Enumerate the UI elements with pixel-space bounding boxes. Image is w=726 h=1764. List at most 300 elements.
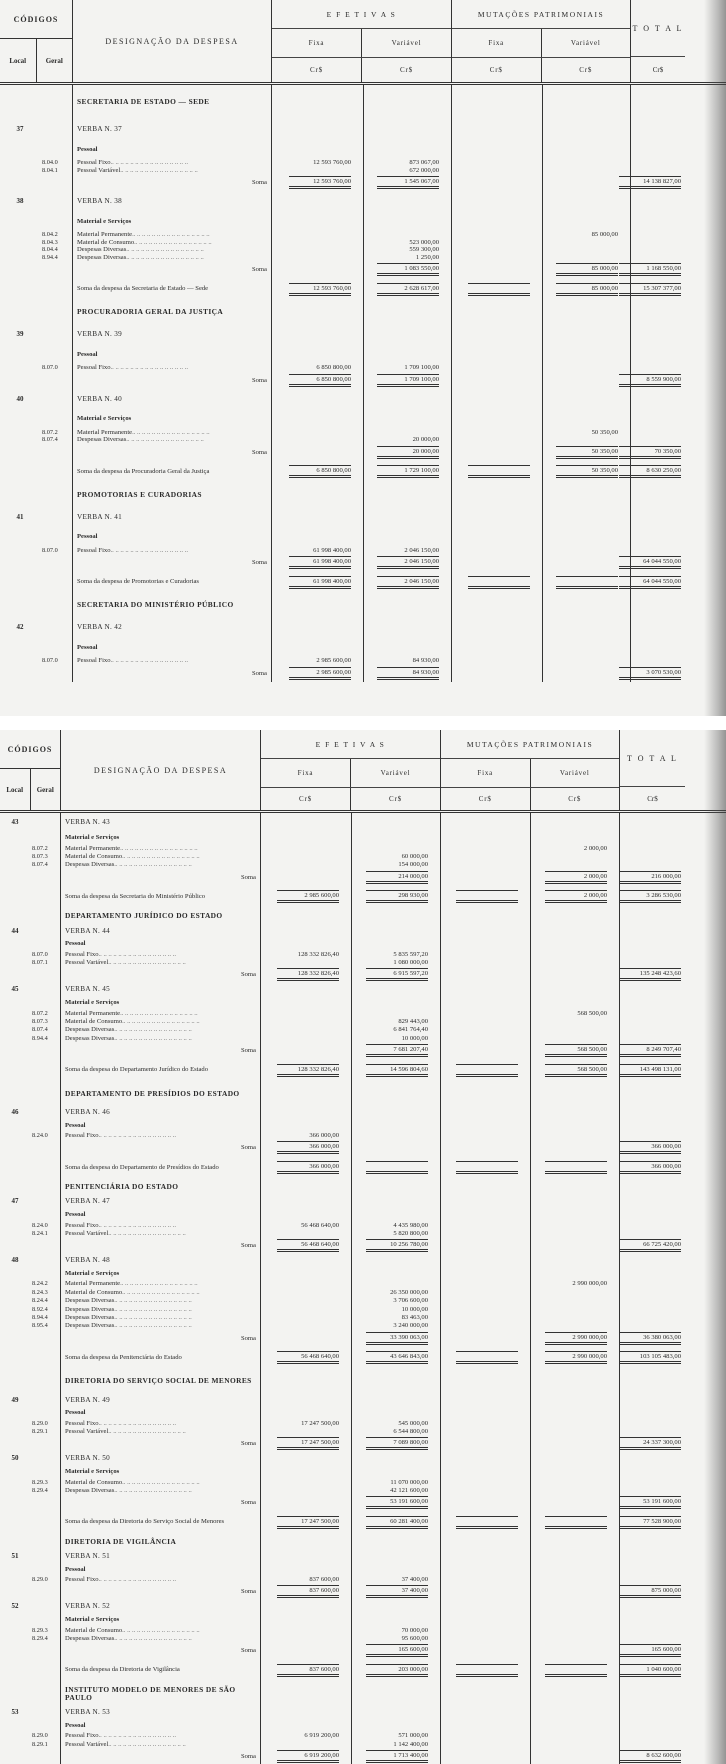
line-item-row: [0, 1026, 726, 1034]
efetivas-fixa-cell: [260, 869, 351, 885]
local-code: [0, 1305, 30, 1313]
total-cell: [619, 1563, 685, 1576]
local-label: Local: [6, 785, 24, 794]
local-code: [0, 1221, 30, 1229]
total-cell: [619, 1026, 685, 1034]
mutacoes-variavel-cell: [542, 344, 630, 364]
mutacoes-variavel-cell: [530, 1059, 619, 1082]
mutacoes-variavel-cell: [530, 1156, 619, 1179]
total-cell: [630, 547, 685, 555]
amount: 2 628 617,00: [377, 283, 439, 296]
mutacoes-variavel-cell: [530, 937, 619, 950]
table-header: [0, 0, 726, 85]
total-cell: [619, 1452, 685, 1465]
efetivas-variavel-cell: [351, 1043, 440, 1059]
geral-code: 8.07.3: [32, 853, 48, 861]
total-cell: [619, 959, 685, 967]
efetivas-variavel-amount: 5 820 800,00: [351, 1229, 440, 1237]
efetivas-variavel-amount: 60 000,00: [351, 852, 440, 860]
subtotal-row: [0, 1330, 726, 1346]
section-total-row: [0, 1156, 726, 1179]
mutacoes-variavel-cell: [530, 1229, 619, 1237]
designacao: Material Permanente .. ..: [72, 429, 271, 437]
amount: 216 000,00: [619, 871, 681, 884]
mutacoes-fixa-cell: [440, 1369, 530, 1393]
total-cell: [619, 1119, 685, 1132]
mutacoes-label: MUTAÇÕES PATRIMONIAIS: [441, 730, 619, 759]
amount: 298 930,00: [366, 890, 428, 903]
local-code: [0, 461, 40, 483]
designacao: Despesas Diversas .. ..: [60, 1322, 260, 1330]
designacao: Pessoal Fixo .. ..: [60, 1576, 260, 1584]
total-cell: [619, 1238, 685, 1254]
mutacoes-variavel-cell: [542, 527, 630, 547]
mutacoes-variavel-cell: [530, 1017, 619, 1025]
designacao: PROCURADORIA GERAL DA JUSTIÇA: [72, 300, 271, 324]
mutacoes-variavel-cell: [530, 1288, 619, 1296]
designacao: DEPARTAMENTO JURÍDICO DO ESTADO: [60, 908, 260, 924]
amount: 64 044 550,00: [619, 556, 681, 569]
total-cell: [619, 1034, 685, 1042]
section-total-row: [0, 1659, 726, 1682]
efetivas-variavel-cell: [351, 885, 440, 908]
mutacoes-fixa-cell: [440, 1465, 530, 1478]
currency-label: Cr$: [541, 58, 631, 82]
local-code: [0, 364, 40, 372]
total-cell: [630, 139, 685, 159]
mutacoes-fixa-cell: [440, 1026, 530, 1034]
amount: 77 528 900,00: [619, 1516, 681, 1529]
total-cell: [619, 885, 685, 908]
mutacoes-variavel-cell: [542, 191, 630, 211]
amount: 6 850 800,00: [289, 465, 351, 478]
mutacoes-fixa-cell: [451, 278, 542, 300]
geral-code: [30, 1495, 60, 1511]
local-code: [0, 1369, 30, 1393]
efetivas-variavel-cell: [363, 174, 451, 191]
local-label: Local: [9, 56, 27, 65]
mutacoes-variavel-cell: [542, 159, 630, 167]
total-cell: [619, 1140, 685, 1156]
designacao: Soma: [60, 1330, 260, 1346]
mutacoes-fixa-cell: [440, 924, 530, 937]
local-code: [0, 1613, 30, 1626]
efetivas-variavel-amount: 672 000,00: [363, 167, 451, 175]
designacao: Soma: [60, 1749, 260, 1764]
efetivas-variavel-cell: [351, 1584, 440, 1600]
mutacoes-variavel-cell: [530, 1313, 619, 1321]
section-total-row: [0, 1511, 726, 1534]
mutacoes-variavel-cell: [530, 1043, 619, 1059]
amount: 61 998 400,00: [289, 576, 351, 589]
mutacoes-variavel-cell: [542, 261, 630, 278]
currency-label: Cr$: [489, 66, 503, 74]
efetivas-variavel-amount: 829 443,00: [351, 1017, 440, 1025]
mutacoes-fixa-cell: [451, 139, 542, 159]
local-code: [0, 1229, 30, 1237]
subtotal-row: [0, 869, 726, 885]
mutacoes-fixa-cell: [440, 1330, 530, 1346]
total-cell: [630, 191, 685, 211]
mutacoes-variavel-cell: [542, 547, 630, 555]
local-code: 43: [11, 818, 19, 826]
total-cell: [619, 1584, 685, 1600]
line-item-row: [0, 1229, 726, 1237]
local-code: [0, 1059, 30, 1082]
mutacoes-fixa-cell: [440, 1626, 530, 1634]
verba-row: [0, 1106, 726, 1119]
mutacoes-fixa-cell: [440, 1406, 530, 1419]
efetivas-fixa-cell: [260, 861, 351, 869]
line-item-row: [0, 1132, 726, 1140]
variavel-label: Variável: [530, 759, 620, 787]
designacao: Pessoal Fixo .. ..: [72, 547, 271, 555]
geral-code: [40, 637, 72, 657]
efetivas-fixa-cell: [260, 844, 351, 852]
amount: 56 468 640,00: [277, 1239, 339, 1252]
section-heading-row: [0, 85, 726, 119]
designacao: Soma da despesa da Diretoria do Serviço Social de Menores: [60, 1511, 260, 1534]
currency-label: Cr$: [652, 65, 664, 74]
efetivas-fixa-cell: [260, 996, 351, 1009]
mutacoes-variavel-cell: [530, 813, 619, 831]
subheading-row: [0, 1208, 726, 1221]
amount: 53 191 600,00: [366, 1496, 428, 1509]
geral-code: [30, 1563, 60, 1576]
section-heading-row: [0, 1179, 726, 1195]
efetivas-variavel-cell: [351, 967, 440, 983]
line-item-row: [0, 159, 726, 167]
amount: 2 046 150,00: [377, 576, 439, 589]
total-cell: [619, 1322, 685, 1330]
geral-code: [30, 996, 60, 1009]
local-code: [0, 885, 30, 908]
subtotal-row: [0, 1238, 726, 1254]
table-header: [0, 730, 726, 813]
designacao: Pessoal Fixo .. ..: [60, 1732, 260, 1740]
mutacoes-variavel-cell: [530, 908, 619, 924]
designacao: Material e Serviços: [60, 1267, 260, 1280]
total-cell: [619, 1406, 685, 1419]
geral-code: 8.07.4: [42, 436, 58, 444]
mutacoes-variavel-cell: [530, 967, 619, 983]
efetivas-fixa-cell: [260, 1059, 351, 1082]
mutacoes-fixa-cell: [440, 967, 530, 983]
line-item-row: [0, 1419, 726, 1427]
local-code: [0, 554, 40, 571]
efetivas-fixa-cell: [260, 1486, 351, 1494]
mutacoes-variavel-cell: [530, 1659, 619, 1682]
section-total-row: [0, 1346, 726, 1369]
amount: 165 600,00: [366, 1644, 428, 1657]
mutacoes-fixa-cell: [440, 869, 530, 885]
total-cell: [630, 444, 685, 461]
total-cell: [619, 1613, 685, 1626]
designacao: VERBA N. 53: [60, 1706, 260, 1719]
efetivas-fixa-cell: [260, 1534, 351, 1550]
amount: [545, 1664, 607, 1677]
efetivas-fixa-cell: [271, 139, 363, 159]
total-cell: [619, 831, 685, 844]
designacao: Material e Serviços: [60, 996, 260, 1009]
mutacoes-variavel-cell: [530, 1221, 619, 1229]
local-code: [0, 831, 30, 844]
efetivas-variavel-amount: 20 000,00: [363, 436, 451, 444]
section-heading-row: [0, 908, 726, 924]
efetivas-fixa-cell: [260, 1179, 351, 1195]
subheading-row: [0, 1465, 726, 1478]
mutacoes-fixa-cell: [451, 300, 542, 324]
local-code: 41: [16, 512, 24, 521]
verba-row: [0, 389, 726, 409]
efetivas-fixa-cell: [260, 1719, 351, 1732]
efetivas-variavel-cell: [351, 869, 440, 885]
designacao: Pessoal: [60, 1563, 260, 1576]
efetivas-fixa-cell: [271, 665, 363, 682]
efetivas-fixa-cell: [260, 885, 351, 908]
amount: 214 000,00: [366, 871, 428, 884]
mutacoes-fixa-cell: [440, 1140, 530, 1156]
total-cell: [619, 967, 685, 983]
total-label: T O T A L: [620, 730, 685, 787]
line-item-row: [0, 246, 726, 254]
designacao: Material e Serviços: [72, 211, 271, 231]
efetivas-fixa-cell: [271, 389, 363, 409]
efetivas-header: [260, 730, 440, 810]
designacao: VERBA N. 52: [60, 1600, 260, 1613]
line-item-row: [0, 1288, 726, 1296]
amount: 1 168 550,00: [619, 263, 681, 276]
efetivas-fixa-amount: 17 247 500,00: [260, 1419, 351, 1427]
total-cell: [630, 261, 685, 278]
currency-label: Cr$: [647, 794, 658, 803]
mutacoes-variavel-cell: [530, 1634, 619, 1642]
geral-code: [30, 1043, 60, 1059]
efetivas-variavel-amount: 95 600,00: [351, 1634, 440, 1642]
geral-code: [30, 1584, 60, 1600]
total-cell: [619, 1305, 685, 1313]
amount: 12 593 760,00: [289, 283, 351, 296]
amount: [366, 1161, 428, 1174]
efetivas-fixa-cell: [271, 637, 363, 657]
efetivas-variavel-cell: [351, 1452, 440, 1465]
codigos-label: CÓDIGOS: [0, 0, 72, 39]
total-cell: [630, 593, 685, 617]
efetivas-fixa-cell: [260, 1017, 351, 1025]
geral-code: [40, 389, 72, 409]
section-total-row: [0, 1059, 726, 1082]
efetivas-variavel-cell: [351, 1267, 440, 1280]
amount: 2 990 000,00: [545, 1351, 607, 1364]
designacao: Soma da despesa da Diretoria de Vigilância: [60, 1659, 260, 1682]
designacao: Pessoal Fixo .. ..: [72, 657, 271, 665]
amount: 6 919 200,00: [277, 1750, 339, 1763]
geral-code: [30, 1330, 60, 1346]
efetivas-fixa-cell: [260, 1465, 351, 1478]
local-code: [0, 950, 30, 958]
mutacoes-fixa-cell: [451, 637, 542, 657]
geral-code: [30, 1156, 60, 1179]
efetivas-variavel-cell: [351, 1179, 440, 1195]
amount: 1 713 400,00: [366, 1750, 428, 1763]
efetivas-variavel-cell: [351, 1330, 440, 1346]
efetivas-fixa-cell: [260, 1119, 351, 1132]
designacao: Material e Serviços: [60, 1465, 260, 1478]
amount: 128 332 826,40: [277, 968, 339, 981]
local-code: [0, 1576, 30, 1584]
local-code: [0, 139, 40, 159]
local-code: [0, 1322, 30, 1330]
efetivas-fixa-cell: [260, 1026, 351, 1034]
amount: 1 083 550,00: [377, 263, 439, 276]
geral-code: [30, 1682, 60, 1706]
designacao: Pessoal: [60, 937, 260, 950]
geral-code: 8.07.0: [42, 546, 58, 554]
efetivas-variavel-cell: [351, 1406, 440, 1419]
mutacoes-variavel-cell: [542, 167, 630, 175]
local-code: [0, 1009, 30, 1017]
subtotal-row: [0, 1584, 726, 1600]
total-cell: [619, 1082, 685, 1106]
total-cell: [630, 364, 685, 372]
total-cell: [619, 1369, 685, 1393]
mutacoes-variavel-cell: [530, 1369, 619, 1393]
mutacoes-fixa-cell: [451, 527, 542, 547]
line-item-row: [0, 1221, 726, 1229]
mutacoes-variavel-cell: [542, 507, 630, 527]
geral-code: 8.29.4: [32, 1486, 48, 1494]
mutacoes-variavel-cell: [530, 1330, 619, 1346]
line-item-row: [0, 959, 726, 967]
mutacoes-fixa-cell: [440, 1740, 530, 1748]
line-item-row: [0, 1296, 726, 1304]
designacao: Soma da despesa da Procuradoria Geral da Justiça: [72, 461, 271, 483]
local-code: [0, 1634, 30, 1642]
designacao: VERBA N. 51: [60, 1550, 260, 1563]
total-cell: [619, 852, 685, 860]
efetivas-variavel-amount: 6 841 764,40: [351, 1026, 440, 1034]
subheading-row: [0, 527, 726, 547]
line-item-row: [0, 852, 726, 860]
efetivas-variavel-cell: [351, 1643, 440, 1659]
mutacoes-variavel-cell: [542, 665, 630, 682]
total-cell: [619, 924, 685, 937]
line-item-row: [0, 364, 726, 372]
designacao: VERBA N. 46: [60, 1106, 260, 1119]
designacao: Soma: [72, 554, 271, 571]
subtotal-row: [0, 1140, 726, 1156]
amount: [456, 1516, 518, 1529]
amount: 66 725 420,00: [619, 1239, 681, 1252]
efetivas-fixa-amount: 128 332 826,40: [260, 950, 351, 958]
efetivas-variavel-cell: [363, 507, 451, 527]
mutacoes-variavel-cell: [530, 1550, 619, 1563]
total-label: T O T A L: [631, 0, 685, 57]
amount: 203 000,00: [366, 1664, 428, 1677]
total-cell: [619, 1280, 685, 1288]
total-cell: [630, 637, 685, 657]
efetivas-fixa-cell: [260, 959, 351, 967]
mutacoes-fixa-cell: [440, 1749, 530, 1764]
mutacoes-fixa-cell: [451, 191, 542, 211]
total-cell: [630, 119, 685, 139]
mutacoes-variavel-cell: [530, 950, 619, 958]
mutacoes-fixa-cell: [440, 1322, 530, 1330]
amount: 568 500,00: [545, 1064, 607, 1077]
amount: 84 930,00: [377, 667, 439, 680]
amount: 33 390 063,00: [366, 1332, 428, 1345]
designacao: VERBA N. 45: [60, 983, 260, 996]
amount: 875 000,00: [619, 1585, 681, 1598]
local-code: [0, 261, 40, 278]
local-code: [0, 844, 30, 852]
efetivas-fixa-amount: 61 998 400,00: [271, 547, 363, 555]
designacao: Soma: [60, 1436, 260, 1452]
designacao: VERBA N. 41: [72, 507, 271, 527]
amount: 24 337 300,00: [619, 1437, 681, 1450]
efetivas-fixa-cell: [271, 174, 363, 191]
mutacoes-variavel-cell: [542, 246, 630, 254]
local-code: [0, 1267, 30, 1280]
amount: 1 545 067,00: [377, 176, 439, 189]
line-item-row: [0, 254, 726, 262]
amount: 64 044 550,00: [619, 576, 681, 589]
mutacoes-fixa-cell: [451, 507, 542, 527]
designacao: Despesas Diversas .. ..: [60, 861, 260, 869]
mutacoes-fixa-cell: [451, 344, 542, 364]
mutacoes-variavel-cell: [542, 85, 630, 119]
efetivas-fixa-cell: [260, 1643, 351, 1659]
geral-code: [30, 1140, 60, 1156]
amount: [545, 1161, 607, 1174]
geral-code: [40, 483, 72, 507]
mutacoes-fixa-cell: [440, 844, 530, 852]
local-code: [0, 967, 30, 983]
geral-code: 8.29.1: [32, 1740, 48, 1748]
efetivas-variavel-amount: 154 000,00: [351, 861, 440, 869]
mutacoes-fixa-cell: [440, 1732, 530, 1740]
table-body: [0, 85, 726, 682]
mutacoes-fixa-cell: [440, 1179, 530, 1195]
geral-code: 8.07.4: [32, 1026, 48, 1034]
designacao: Pessoal Fixo .. ..: [60, 950, 260, 958]
amount: 1 729 100,00: [377, 465, 439, 478]
subheading-row: [0, 831, 726, 844]
designacao: Despesas Diversas .. ..: [72, 254, 271, 262]
efetivas-fixa-cell: [260, 1208, 351, 1221]
efetivas-variavel-cell: [351, 1059, 440, 1082]
currency-label: Cr$: [350, 788, 440, 810]
efetivas-fixa-cell: [260, 1034, 351, 1042]
local-code: [0, 1719, 30, 1732]
geral-code: [30, 924, 60, 937]
local-code: [0, 908, 30, 924]
designacao-header: DESIGNAÇÃO DA DESPESA: [72, 0, 271, 82]
local-code: [0, 1659, 30, 1682]
mutacoes-fixa-cell: [440, 885, 530, 908]
local-code: 39: [16, 330, 24, 338]
geral-code: [30, 1406, 60, 1419]
total-cell: [630, 344, 685, 364]
geral-label: Geral: [30, 769, 61, 810]
efetivas-fixa-cell: [260, 1106, 351, 1119]
efetivas-fixa-cell: [260, 967, 351, 983]
efetivas-variavel-cell: [363, 571, 451, 593]
local-code: [0, 1465, 30, 1478]
amount: 70 350,00: [619, 446, 681, 459]
mutacoes-fixa-cell: [440, 1221, 530, 1229]
total-cell: [630, 167, 685, 175]
